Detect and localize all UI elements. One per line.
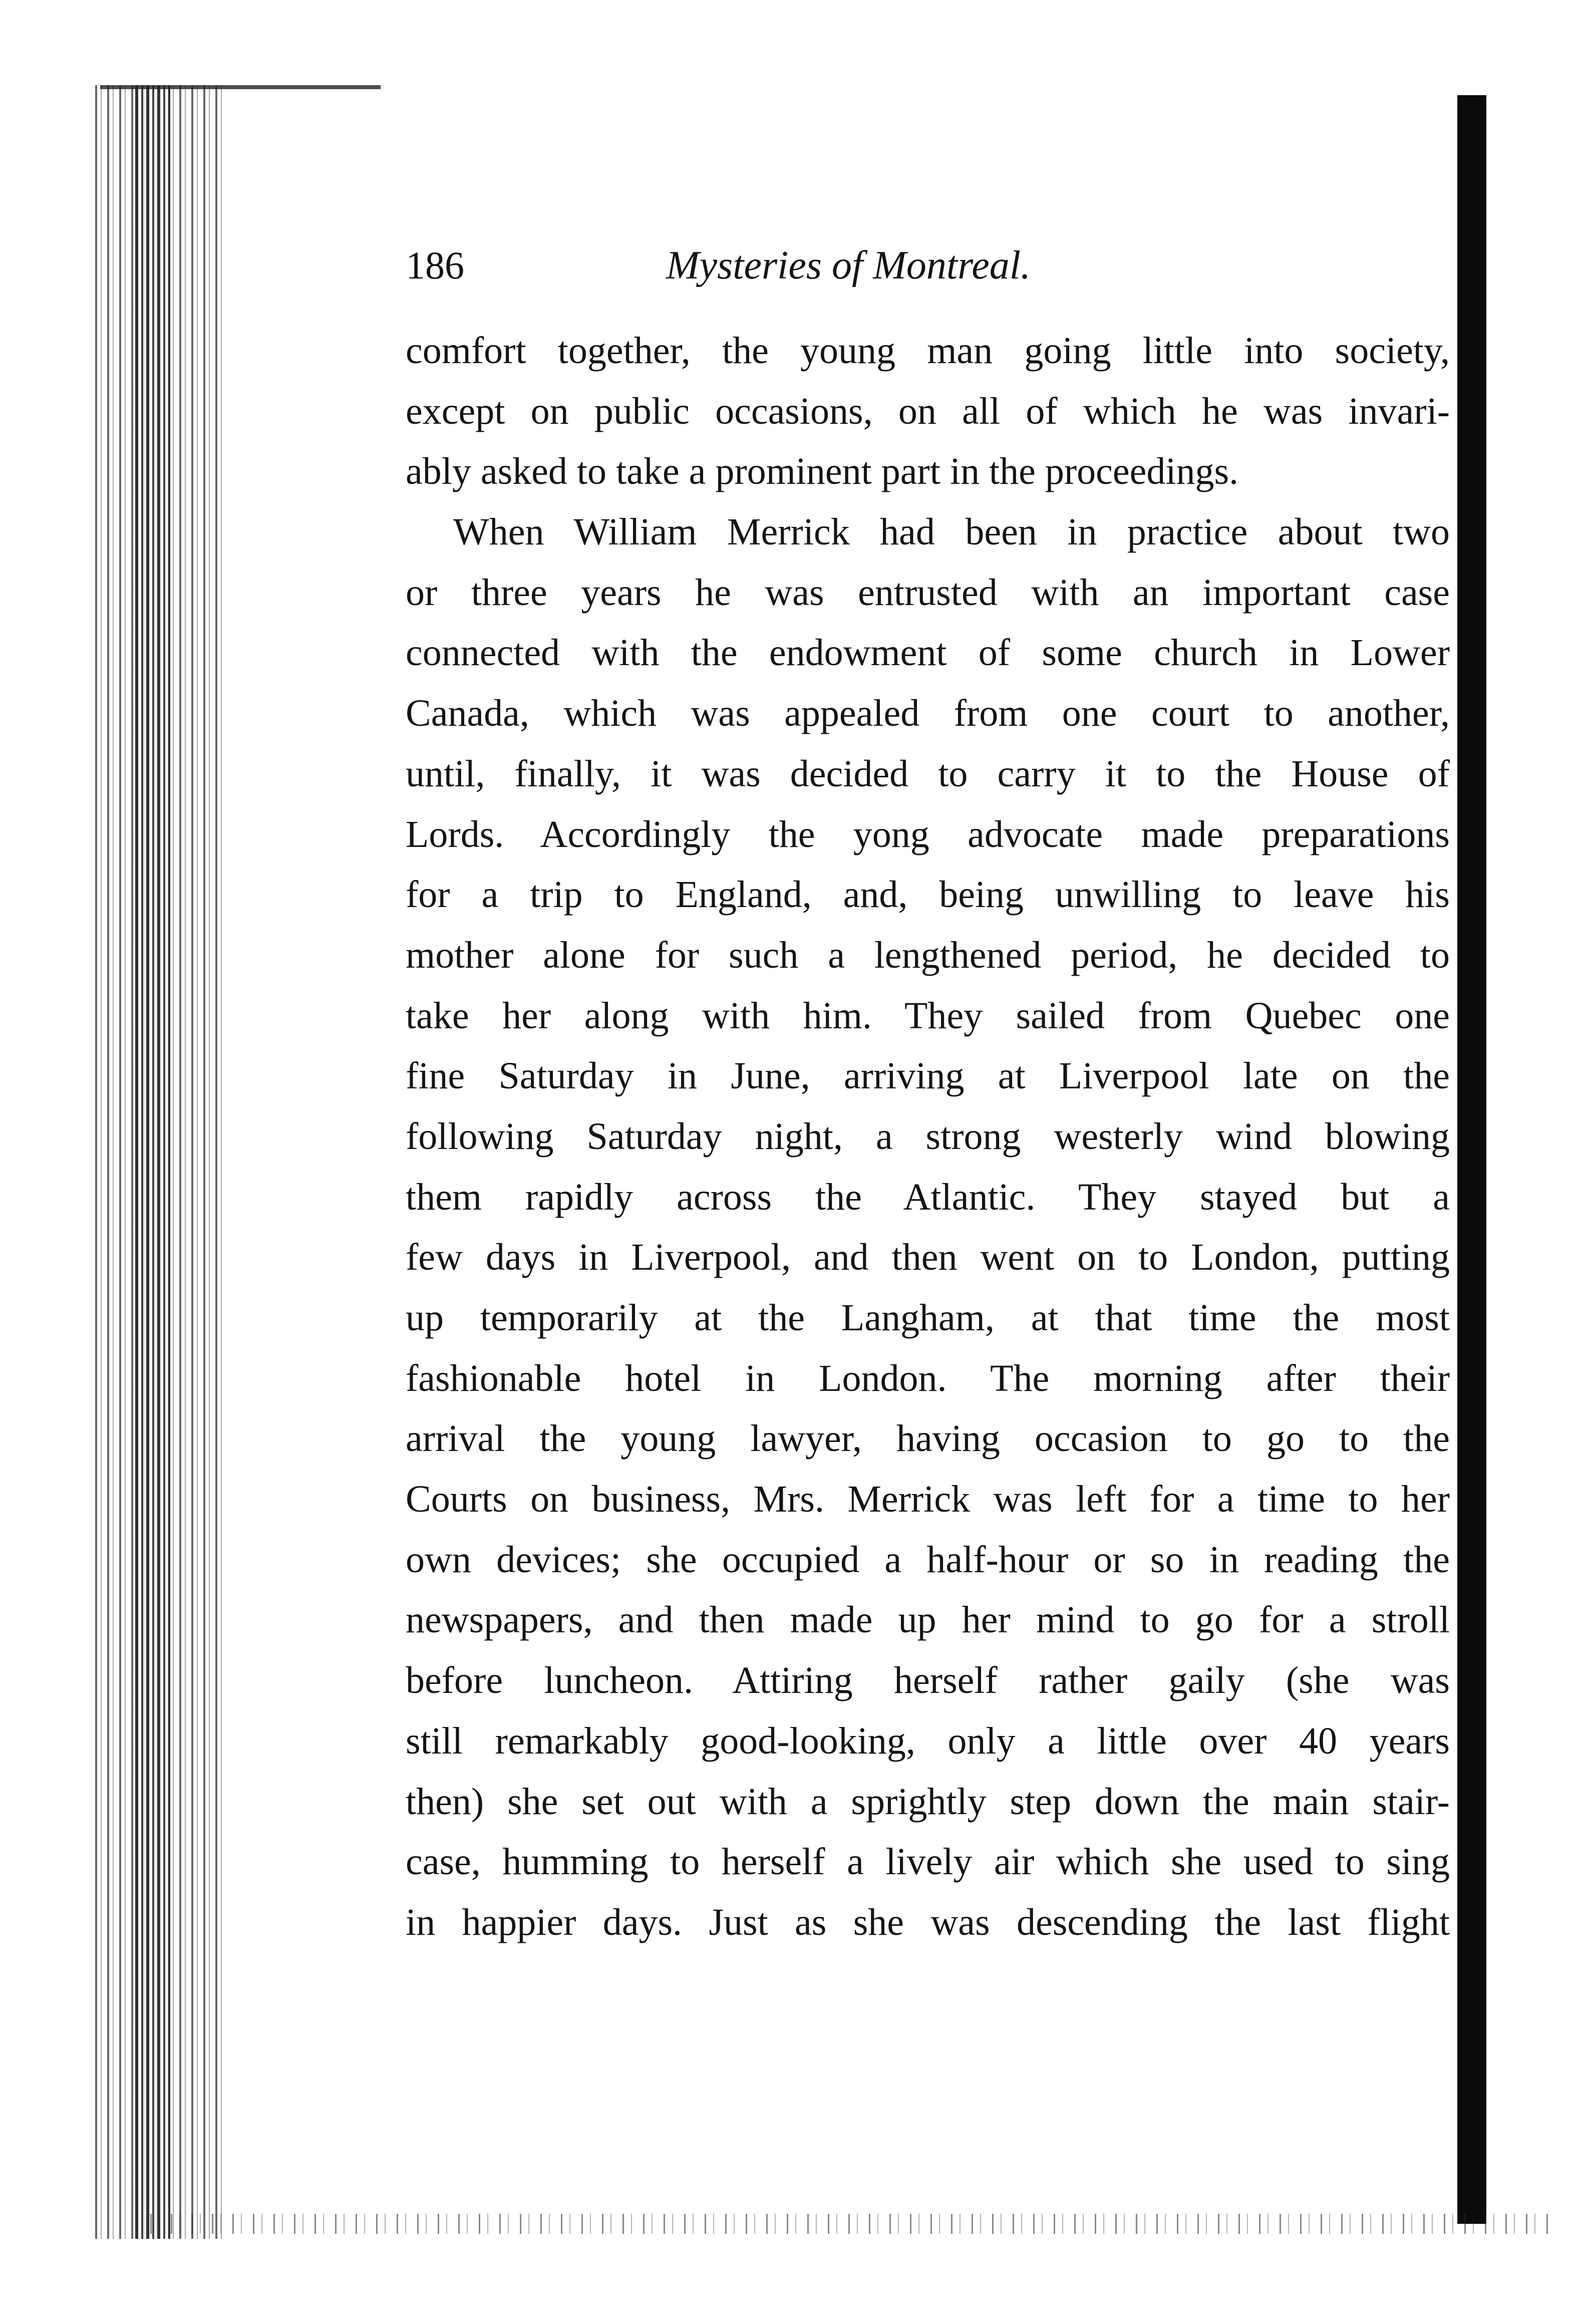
text-line: ably asked to take a prominent part in the proceedings. [406, 450, 1239, 493]
text-line: Canada, which was appealed from one court to another, [406, 692, 1450, 735]
text-line: then) she set out with a sprightly step down the main stair- [406, 1780, 1450, 1823]
text-line: When William Merrick had been in practice about two [453, 511, 1450, 553]
page-number: 186 [406, 243, 464, 287]
body-text [406, 321, 1450, 1953]
text-line: in happier days. Just as she was descending the last flight [406, 1901, 1450, 1943]
text-line: still remarkably good-looking, only a little over 40 years [406, 1719, 1450, 1762]
text-line: newspapers, and then made up her mind to go for a stroll [406, 1599, 1450, 1641]
text-line: take her along with him. They sailed from Quebec one [406, 994, 1450, 1037]
text-line: before luncheon. Attiring herself rather gaily (she was [406, 1659, 1450, 1702]
running-title: Mysteries of Montreal. [666, 243, 1031, 287]
text-line: them rapidly across the Atlantic. They stayed but a [406, 1176, 1450, 1218]
text-line: mother alone for such a lengthened period, he decided to [406, 934, 1450, 976]
text-line: arrival the young lawyer, having occasion to go to the [406, 1417, 1450, 1460]
bottom-edge-noise [150, 2214, 1552, 2234]
text-line: following Saturday night, a strong westerly wind blowing [406, 1115, 1450, 1157]
text-line: Lords. Accordingly the yong advocate made preparations [406, 813, 1450, 855]
text-line: or three years he was entrusted with an important case [406, 571, 1450, 614]
text-line: fashionable hotel in London. The morning after their [406, 1357, 1450, 1399]
text-line: connected with the endowment of some church in Lower [406, 632, 1450, 674]
text-line: fine Saturday in June, arriving at Liverpool late on the [406, 1055, 1450, 1097]
text-line: own devices; she occupied a half-hour or so in reading the [406, 1538, 1450, 1581]
text-line: few days in Liverpool, and then went on to London, putting [406, 1236, 1450, 1279]
top-edge-mark [100, 85, 381, 89]
text-line: for a trip to England, and, being unwilling to leave his [406, 874, 1450, 916]
text-line: comfort together, the young man going little into society, [406, 330, 1450, 372]
text-line: until, finally, it was decided to carry it to the House of [406, 752, 1450, 795]
right-edge-shadow [1457, 95, 1486, 2224]
binding-gutter [135, 85, 170, 2239]
text-line: case, humming to herself a lively air which she used to sing [406, 1841, 1450, 1883]
text-line: up temporarily at the Langham, at that time the most [406, 1297, 1450, 1339]
text-line: except on public occasions, on all of which he was invari- [406, 390, 1450, 432]
running-header [406, 238, 1452, 293]
text-line: Courts on business, Mrs. Merrick was left for a time to her [406, 1478, 1450, 1521]
